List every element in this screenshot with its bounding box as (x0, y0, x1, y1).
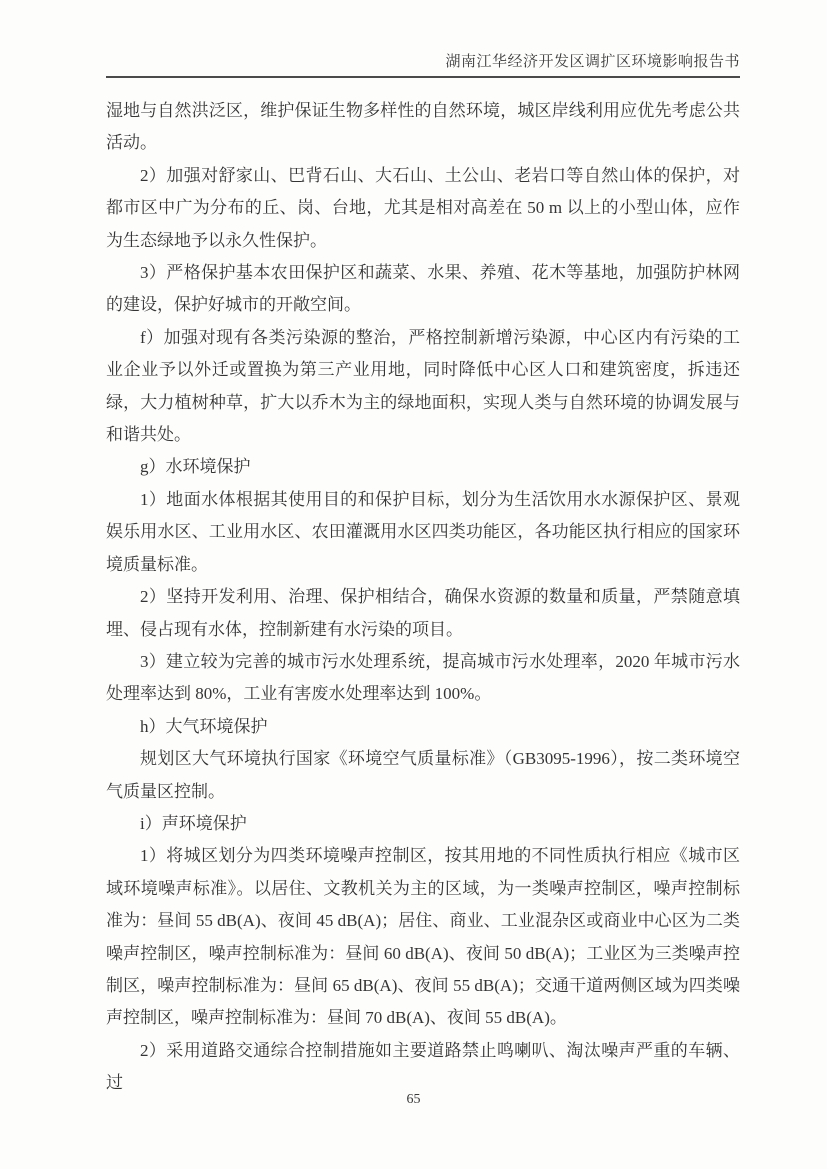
paragraph: 湿地与自然洪泛区，维护保证生物多样性的自然环境，城区岸线利用应优先考虑公共活动。 (106, 101, 740, 153)
paragraph-heading: i）声环境保护 (140, 813, 247, 833)
paragraph: 1）将城区划分为四类环境噪声控制区，按其用地的不同性质执行相应《城市区域环境噪声标准》。以居住、文教机关为主的区域，为一类噪声控制区，噪声控制标准为：昼间 55 dB(A)、夜间 45 dB(A)；居住、商业、工业混杂区或商业中心区为二类噪声控制区，噪声控制标准为：昼间 60 dB(A)、夜间 50 dB(A)；工业区为三类噪声控制区，噪声控制标准为：昼间 65 dB(A)、夜间 55 dB(A)；交通干道两侧区域为四类噪声控制区，噪声控制标准为：昼间 70 dB(A)、夜间 55 dB(A)。 (106, 846, 740, 1028)
paragraph-heading: g）水环境保护 (140, 457, 251, 477)
paragraph: 2）坚持开发利用、治理、保护相结合，确保水资源的数量和质量，严禁随意填埋、侵占现有水体，控制新建有水污染的项目。 (106, 587, 740, 639)
paragraph: 规划区大气环境执行国家《环境空气质量标准》（GB3095-1996），按二类环境空气质量区控制。 (106, 749, 740, 801)
document-body (106, 95, 740, 1100)
paragraph: 2）采用道路交通综合控制措施如主要道路禁止鸣喇叭、淘汰噪声严重的车辆、过 (106, 1040, 740, 1093)
page-number: 65 (406, 1092, 421, 1107)
header-title: 湖南江华经济开发区调扩区环境影响报告书 (445, 54, 740, 70)
paragraph: 2）加强对舒家山、巴背石山、大石山、土公山、老岩口等自然山体的保护，对都市区中广为分布的丘、岗、台地，尤其是相对高差在 50 m 以上的小型山体，应作为生态绿地予以永久性保护。 (106, 165, 740, 250)
paragraph: 3）严格保护基本农田保护区和蔬菜、水果、养殖、花木等基地，加强防护林网的建设，保护好城市的开敞空间。 (106, 263, 740, 315)
paragraph: 3）建立较为完善的城市污水处理系统，提高城市污水处理率，2020 年城市污水处理率达到 80%，工业有害废水处理率达到 100%。 (106, 651, 740, 704)
paragraph: f）加强对现有各类污染源的整治，严格控制新增污染源，中心区内有污染的工业企业予以外迁或置换为第三产业用地，同时降低中心区人口和建筑密度，拆违还绿，大力植树种草，扩大以乔木为主的绿地面积，实现人类与自然环境的协调发展与和谐共处。 (106, 327, 740, 445)
page-header (106, 50, 740, 78)
paragraph-heading: h）大气环境保护 (140, 716, 268, 736)
page-footer (0, 1092, 827, 1108)
paragraph: 1）地面水体根据其使用目的和保护目标，划分为生活饮用水水源保护区、景观娱乐用水区、工业用水区、农田灌溉用水区四类功能区，各功能区执行相应的国家环境质量标准。 (106, 489, 740, 574)
